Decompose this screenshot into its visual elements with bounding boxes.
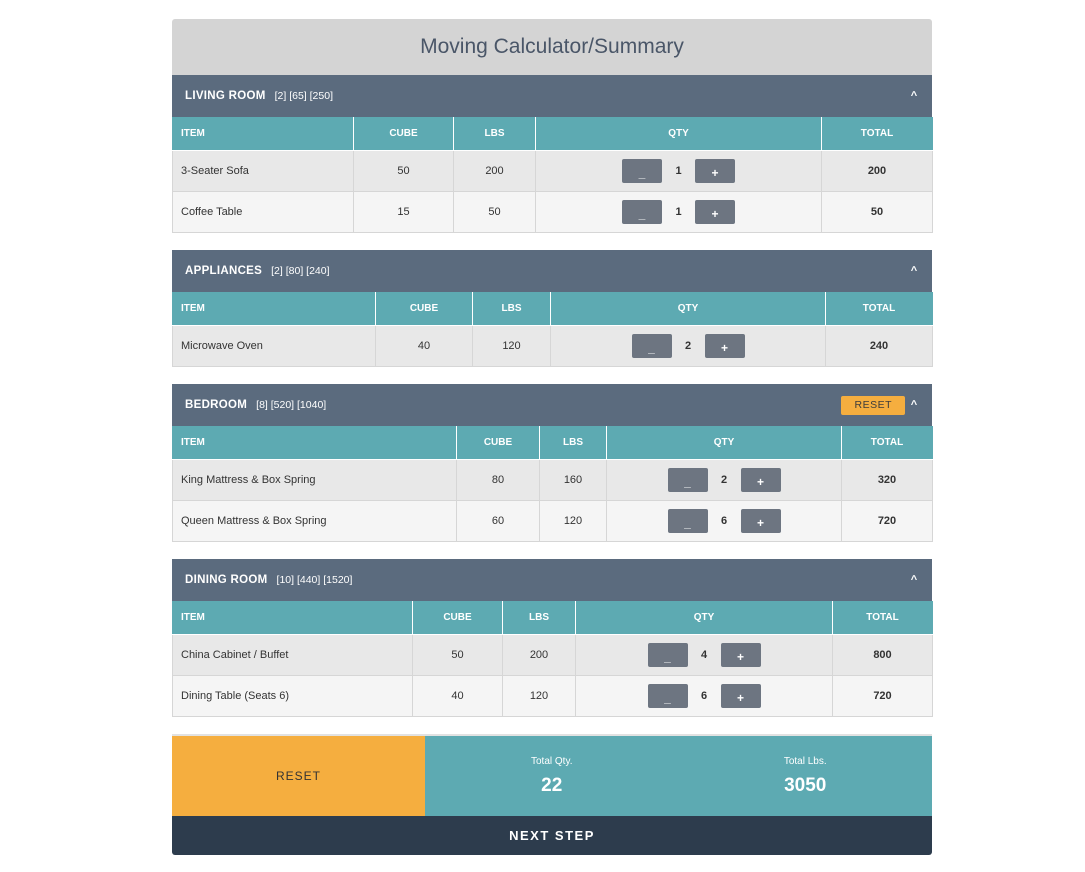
- column-header-lbs: LBS: [473, 292, 551, 326]
- item-total: 50: [822, 192, 933, 233]
- item-qty-cell: [551, 326, 826, 367]
- section-controls: [841, 396, 919, 415]
- section-header-dining-room[interactable]: [172, 559, 932, 601]
- section-controls: [909, 90, 919, 102]
- item-lbs: 50: [454, 192, 536, 233]
- quantity-stepper: [607, 468, 841, 492]
- page-title: Moving Calculator/Summary: [420, 35, 684, 58]
- item-name: China Cabinet / Buffet: [173, 635, 413, 676]
- table-header-row: [173, 292, 933, 326]
- items-table: [172, 601, 933, 717]
- table-row: [173, 326, 933, 367]
- decrement-button[interactable]: _: [632, 334, 672, 358]
- column-header-cube: CUBE: [376, 292, 473, 326]
- item-name: Coffee Table: [173, 192, 354, 233]
- item-qty-cell: [607, 501, 842, 542]
- column-header-lbs: LBS: [454, 117, 536, 151]
- section-bedroom: [172, 384, 932, 542]
- item-qty-cell: [536, 151, 822, 192]
- increment-button[interactable]: +: [695, 200, 735, 224]
- total-qty-value: 22: [541, 774, 563, 796]
- column-header-total: TOTAL: [822, 117, 933, 151]
- item-cube: 50: [413, 635, 503, 676]
- section-living-room: [172, 75, 932, 233]
- quantity-stepper: [576, 643, 832, 667]
- quantity-stepper: [576, 684, 832, 708]
- item-lbs: 120: [503, 676, 576, 717]
- section-controls: [909, 574, 919, 586]
- table-row: [173, 192, 933, 233]
- column-header-total: TOTAL: [826, 292, 933, 326]
- summary-footer: [172, 734, 932, 816]
- item-name: 3-Seater Sofa: [173, 151, 354, 192]
- quantity-value: 2: [720, 474, 728, 486]
- section-stats: [8] [520] [1040]: [256, 399, 327, 411]
- items-table: [172, 426, 933, 542]
- increment-button[interactable]: +: [741, 509, 781, 533]
- total-lbs-label: Total Lbs.: [783, 755, 827, 767]
- column-header-item: ITEM: [173, 292, 376, 326]
- total-lbs-value: 3050: [784, 774, 827, 796]
- column-header-item: ITEM: [173, 426, 457, 460]
- collapse-chevron-icon[interactable]: ^: [910, 574, 918, 586]
- quantity-value: 6: [720, 515, 728, 527]
- items-table: [172, 117, 933, 233]
- section-title: DINING ROOM: [185, 574, 268, 586]
- table-row: [173, 151, 933, 192]
- section-stats: [2] [80] [240]: [271, 265, 330, 277]
- table-row: [173, 460, 933, 501]
- item-qty-cell: [576, 635, 833, 676]
- column-header-cube: CUBE: [457, 426, 540, 460]
- item-total: 240: [826, 326, 933, 367]
- table-header-row: [173, 117, 933, 151]
- collapse-chevron-icon[interactable]: ^: [910, 265, 918, 277]
- reset-all-label: RESET: [275, 769, 321, 783]
- item-qty-cell: [607, 460, 842, 501]
- item-lbs: 160: [540, 460, 607, 501]
- section-stats: [10] [440] [1520]: [276, 574, 353, 586]
- decrement-button[interactable]: _: [668, 509, 708, 533]
- column-header-qty: QTY: [551, 292, 826, 326]
- item-name: Microwave Oven: [173, 326, 376, 367]
- increment-button[interactable]: +: [721, 643, 761, 667]
- table-row: [173, 501, 933, 542]
- item-cube: 50: [354, 151, 454, 192]
- section-title: LIVING ROOM: [185, 90, 266, 102]
- section-dining-room: [172, 559, 932, 717]
- increment-button[interactable]: +: [741, 468, 781, 492]
- increment-button[interactable]: +: [695, 159, 735, 183]
- decrement-button[interactable]: _: [622, 159, 662, 183]
- item-cube: 40: [413, 676, 503, 717]
- section-reset-button[interactable]: RESET: [841, 396, 905, 415]
- section-header-living-room[interactable]: [172, 75, 932, 117]
- total-lbs-block: [679, 736, 933, 816]
- item-total: 720: [833, 676, 933, 717]
- increment-button[interactable]: +: [705, 334, 745, 358]
- total-qty-label: Total Qty.: [531, 755, 573, 767]
- quantity-stepper: [536, 200, 821, 224]
- item-cube: 40: [376, 326, 473, 367]
- item-total: 720: [842, 501, 933, 542]
- next-step-label: NEXT STEP: [509, 828, 595, 843]
- item-name: Queen Mattress & Box Spring: [173, 501, 457, 542]
- table-header-row: [173, 426, 933, 460]
- table-row: [173, 635, 933, 676]
- item-lbs: 200: [503, 635, 576, 676]
- reset-all-button[interactable]: [172, 736, 425, 816]
- quantity-value: 1: [675, 206, 682, 218]
- column-header-total: TOTAL: [842, 426, 933, 460]
- column-header-lbs: LBS: [540, 426, 607, 460]
- sections-container: [172, 75, 932, 717]
- item-name: King Mattress & Box Spring: [173, 460, 457, 501]
- quantity-value: 1: [675, 165, 682, 177]
- section-title: APPLIANCES: [185, 265, 263, 277]
- item-cube: 80: [457, 460, 540, 501]
- decrement-button[interactable]: _: [648, 684, 688, 708]
- item-lbs: 120: [540, 501, 607, 542]
- section-header-appliances[interactable]: [172, 250, 932, 292]
- column-header-item: ITEM: [173, 117, 354, 151]
- table-row: [173, 676, 933, 717]
- quantity-stepper: [607, 509, 841, 533]
- table-header-row: [173, 601, 933, 635]
- total-qty-block: [425, 736, 679, 816]
- item-total: 320: [842, 460, 933, 501]
- section-controls: [909, 265, 919, 277]
- item-lbs: 120: [473, 326, 551, 367]
- item-lbs: 200: [454, 151, 536, 192]
- quantity-value: 6: [700, 690, 708, 702]
- column-header-qty: QTY: [607, 426, 842, 460]
- quantity-value: 2: [684, 340, 692, 352]
- decrement-button[interactable]: _: [668, 468, 708, 492]
- quantity-stepper: [536, 159, 821, 183]
- column-header-cube: CUBE: [354, 117, 454, 151]
- quantity-stepper: [551, 334, 825, 358]
- section-title: BEDROOM: [185, 399, 248, 411]
- next-step-button[interactable]: [172, 816, 932, 855]
- collapse-chevron-icon[interactable]: ^: [910, 90, 918, 102]
- section-stats: [2] [65] [250]: [274, 90, 333, 102]
- decrement-button[interactable]: _: [622, 200, 662, 224]
- column-header-total: TOTAL: [833, 601, 933, 635]
- collapse-chevron-icon[interactable]: ^: [910, 399, 918, 411]
- column-header-qty: QTY: [536, 117, 822, 151]
- section-header-bedroom[interactable]: [172, 384, 932, 426]
- totals-panel: [425, 736, 932, 816]
- item-total: 200: [822, 151, 933, 192]
- column-header-lbs: LBS: [503, 601, 576, 635]
- decrement-button[interactable]: _: [648, 643, 688, 667]
- item-cube: 15: [354, 192, 454, 233]
- column-header-cube: CUBE: [413, 601, 503, 635]
- increment-button[interactable]: +: [721, 684, 761, 708]
- moving-calculator: [172, 19, 932, 855]
- page-header: [172, 19, 932, 75]
- items-table: [172, 292, 933, 367]
- item-name: Dining Table (Seats 6): [173, 676, 413, 717]
- quantity-value: 4: [700, 649, 708, 661]
- column-header-qty: QTY: [576, 601, 833, 635]
- item-cube: 60: [457, 501, 540, 542]
- column-header-item: ITEM: [173, 601, 413, 635]
- item-total: 800: [833, 635, 933, 676]
- item-qty-cell: [536, 192, 822, 233]
- item-qty-cell: [576, 676, 833, 717]
- section-appliances: [172, 250, 932, 367]
